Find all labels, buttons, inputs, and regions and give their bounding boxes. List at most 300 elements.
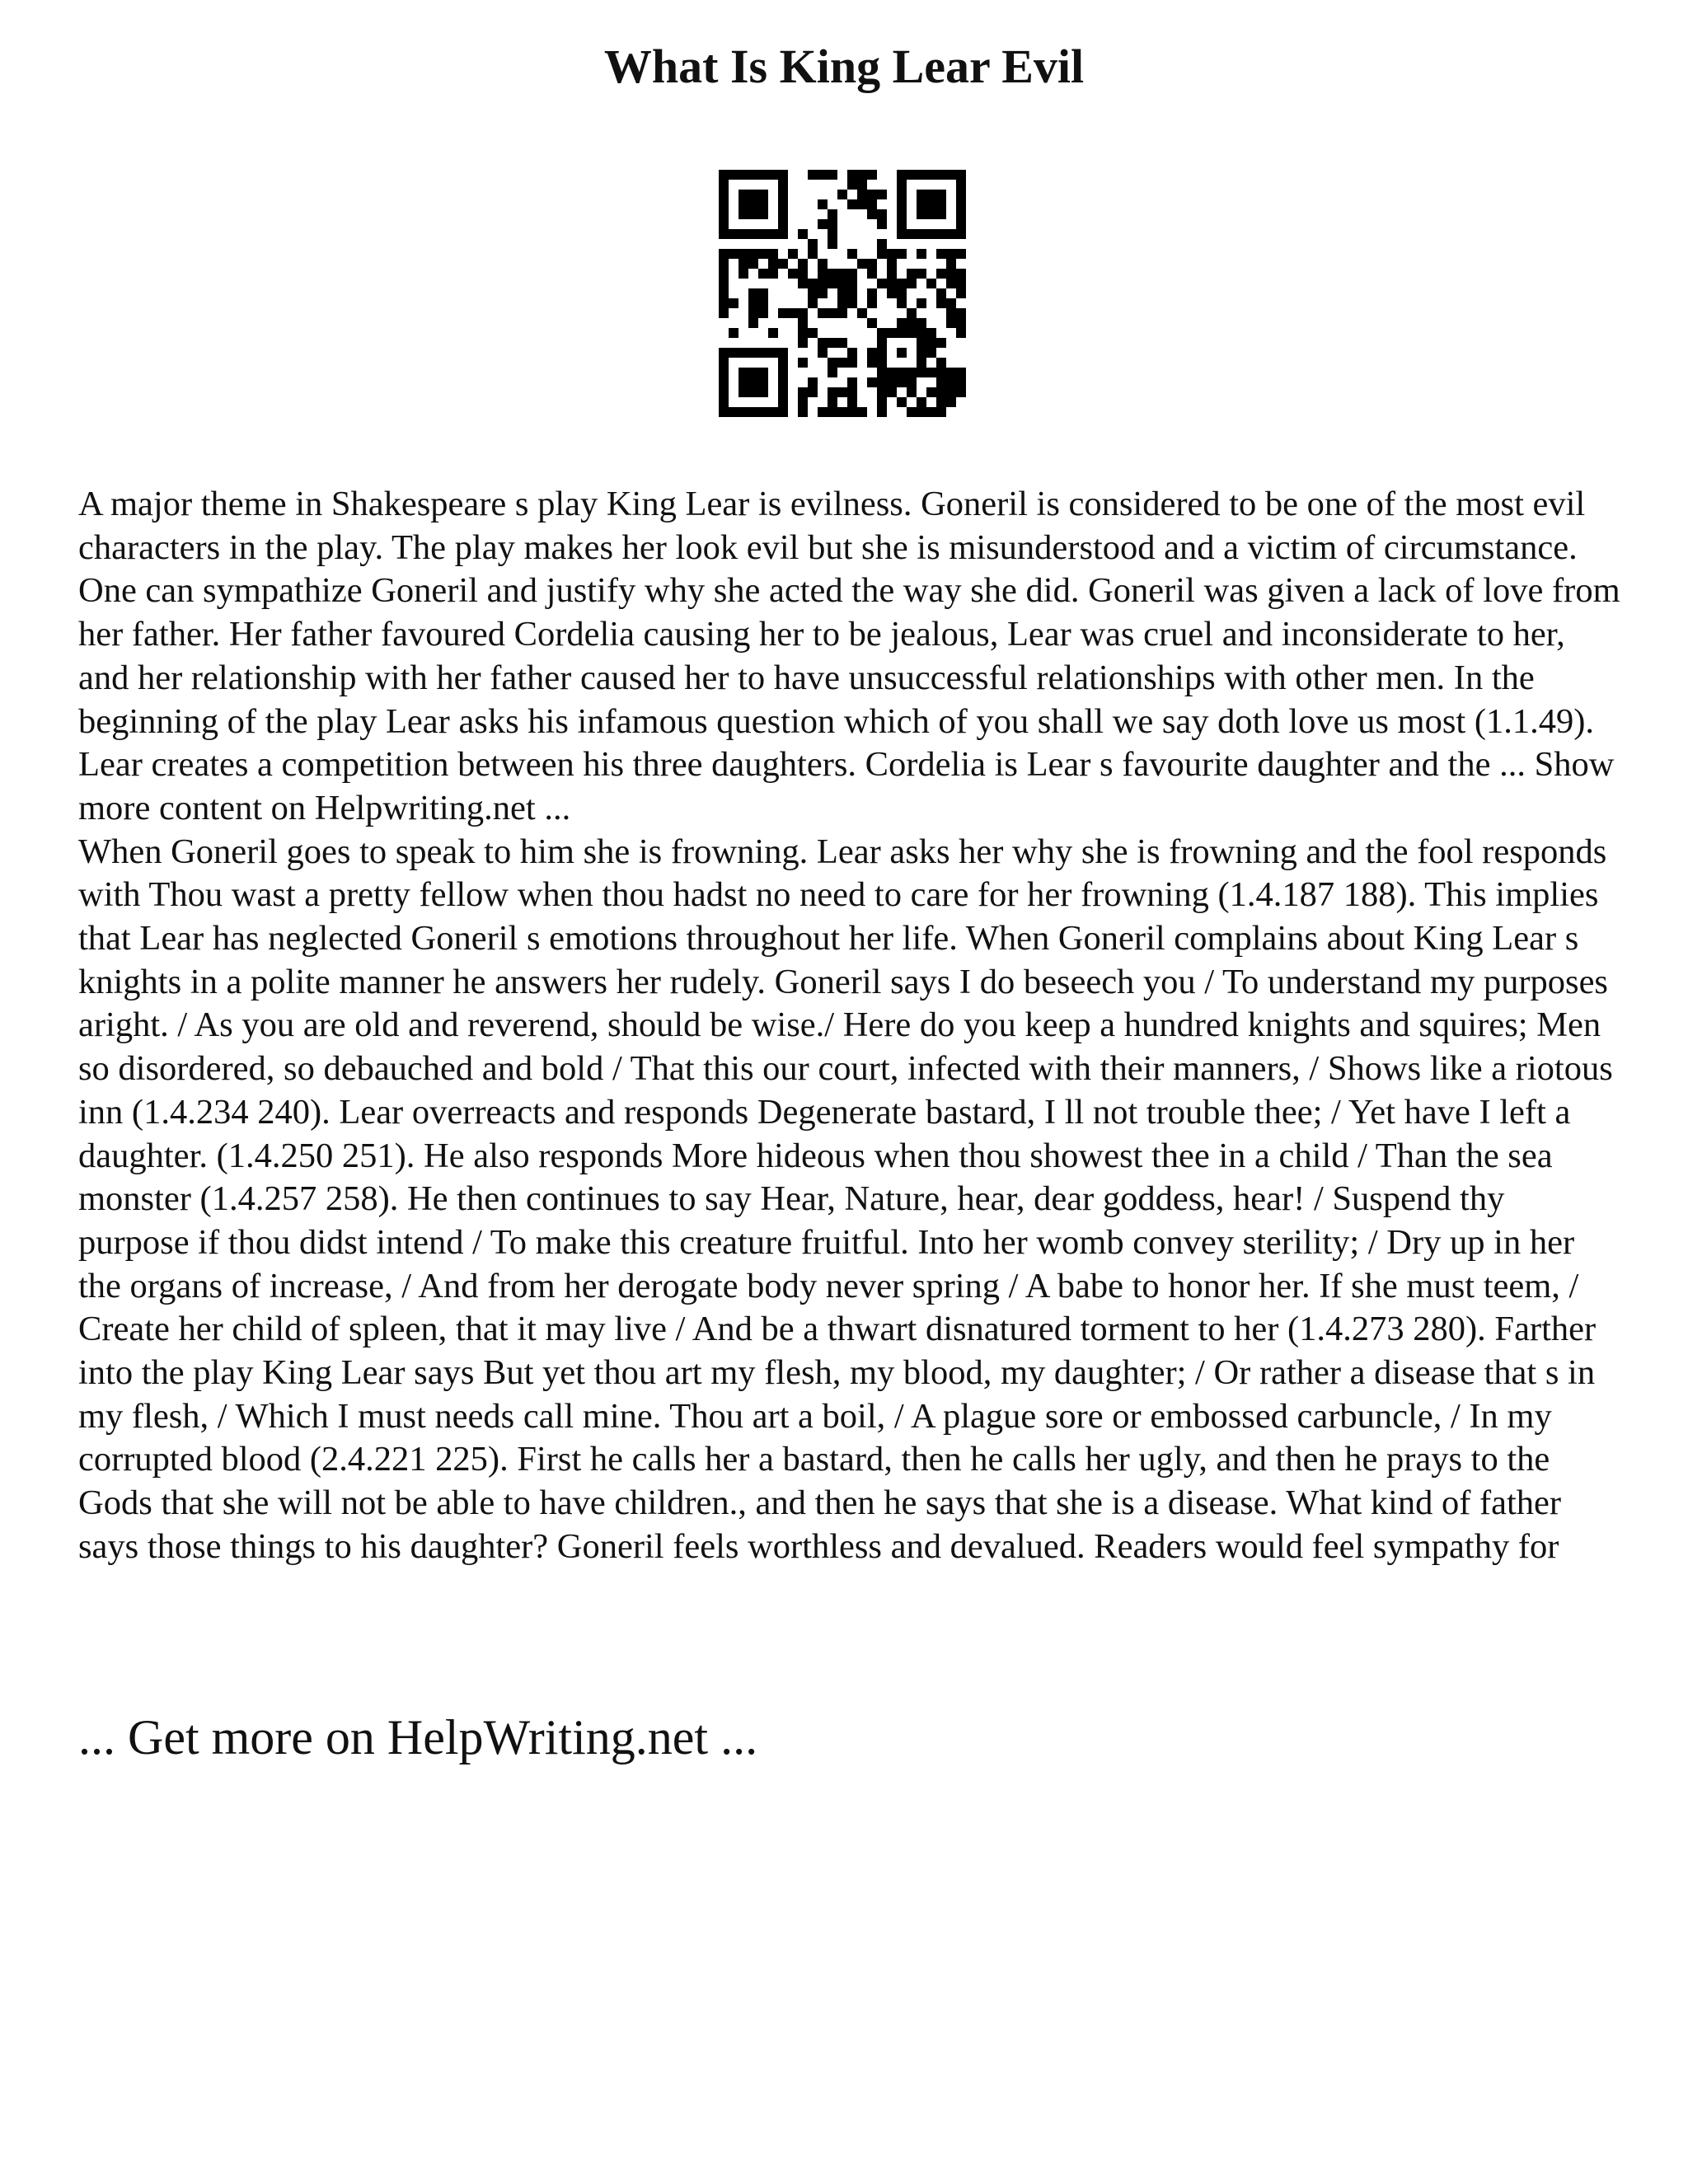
qr-module: [926, 199, 936, 209]
qr-module: [926, 229, 936, 239]
qr-module: [877, 377, 887, 387]
qr-module: [738, 249, 748, 259]
qr-module: [857, 190, 867, 199]
qr-module: [748, 249, 758, 259]
qr-module: [828, 338, 837, 348]
qr-module: [808, 288, 818, 298]
qr-module: [936, 377, 946, 387]
qr-module: [847, 199, 857, 209]
qr-module: [847, 170, 857, 180]
qr-module: [738, 269, 748, 279]
qr-module: [758, 229, 768, 239]
qr-module: [946, 397, 956, 407]
qr-module: [778, 397, 788, 407]
qr-module: [926, 190, 936, 199]
qr-module: [956, 377, 966, 387]
qr-module: [719, 348, 729, 358]
qr-module: [837, 308, 847, 318]
qr-module: [926, 170, 936, 180]
qr-module: [808, 170, 818, 180]
qr-module: [956, 308, 966, 318]
qr-module: [798, 229, 808, 239]
qr-module: [867, 348, 877, 358]
qr-module: [946, 308, 956, 318]
qr-module: [897, 377, 907, 387]
qr-module: [758, 308, 768, 318]
article-body: [78, 483, 1621, 1569]
qr-module: [907, 229, 917, 239]
qr-module: [936, 249, 946, 259]
qr-module: [758, 209, 768, 219]
qr-module: [768, 229, 778, 239]
qr-module: [719, 308, 729, 318]
qr-module: [828, 239, 837, 249]
qr-module: [907, 387, 917, 397]
paragraph-intro: A major theme in Shakespeare s play King Lear is evilness. Goneril is considered to be one of the most evil characters in the play. The play makes her look evil but she is misunderstood and a victim of circumstance. One can sympathize Goneril and justify why she acted the way she did. Goneril was given a lack of love from her father. Her father favoured Cordelia causing her to be jealous, Lear was cruel and inconsiderate to her, and her relationship with her father caused her to have unsuccessful relationships with other men. In the beginning of the play Lear asks his infamous question which of you shall we say doth love us most (1.1.49). Lear creates a competition between his three daughters. Cordelia is Lear s favourite daughter and the ... Show more content on Helpwriting.net ...: [78, 485, 1620, 827]
qr-module: [738, 348, 748, 358]
qr-module: [758, 249, 768, 259]
qr-module: [936, 190, 946, 199]
qr-module: [837, 298, 847, 308]
qr-module: [738, 229, 748, 239]
qr-module: [748, 387, 758, 397]
qr-module: [837, 279, 847, 288]
qr-module: [768, 269, 778, 279]
qr-module: [877, 368, 887, 377]
qr-module: [818, 259, 828, 269]
qr-module: [719, 170, 729, 180]
qr-module: [857, 170, 867, 180]
qr-module: [808, 387, 818, 397]
qr-module: [748, 308, 758, 318]
qr-module: [936, 288, 946, 298]
qr-module: [808, 328, 818, 338]
qr-module: [907, 368, 917, 377]
qr-module: [828, 229, 837, 239]
qr-module: [738, 190, 748, 199]
qr-module: [917, 269, 926, 279]
qr-module: [897, 199, 907, 209]
qr-module: [887, 328, 897, 338]
qr-module: [748, 318, 758, 328]
qr-module: [719, 288, 729, 298]
qr-module: [917, 229, 926, 239]
qr-module: [936, 298, 946, 308]
qr-module: [917, 328, 926, 338]
qr-module: [956, 328, 966, 338]
qr-module: [897, 249, 907, 259]
qr-module: [778, 259, 788, 269]
qr-module: [729, 249, 738, 259]
qr-module: [837, 288, 847, 298]
qr-module: [897, 397, 907, 407]
qr-module: [828, 170, 837, 180]
qr-module: [828, 209, 837, 219]
qr-module: [818, 170, 828, 180]
qr-module: [946, 249, 956, 259]
qr-module: [808, 298, 818, 308]
qr-module: [738, 387, 748, 397]
qr-module: [867, 199, 877, 209]
qr-module: [867, 288, 877, 298]
qr-module: [867, 377, 877, 387]
qr-module: [778, 190, 788, 199]
get-more-link[interactable]: ... Get more on HelpWriting.net ...: [78, 1710, 758, 1765]
qr-module: [778, 229, 788, 239]
qr-module: [738, 170, 748, 180]
qr-module: [926, 209, 936, 219]
qr-module: [956, 180, 966, 190]
qr-module: [936, 407, 946, 417]
qr-module: [788, 249, 798, 259]
qr-module: [867, 269, 877, 279]
qr-module: [887, 387, 897, 397]
qr-module: [887, 269, 897, 279]
qr-module: [847, 249, 857, 259]
qr-module: [758, 298, 768, 308]
qr-module: [798, 338, 808, 348]
qr-module: [887, 259, 897, 269]
qr-module: [887, 368, 897, 377]
qr-module: [897, 318, 907, 328]
qr-module: [956, 209, 966, 219]
qr-module: [748, 190, 758, 199]
qr-module: [867, 190, 877, 199]
qr-module: [729, 298, 738, 308]
qr-module: [758, 368, 768, 377]
qr-module: [917, 348, 926, 358]
qr-module: [719, 249, 729, 259]
qr-module: [857, 407, 867, 417]
qr-module: [956, 269, 966, 279]
qr-module: [897, 328, 907, 338]
qr-module: [778, 209, 788, 219]
qr-module: [926, 348, 936, 358]
qr-module: [887, 377, 897, 387]
qr-module: [837, 407, 847, 417]
qr-module: [877, 348, 887, 358]
qr-module: [748, 298, 758, 308]
qr-module: [748, 368, 758, 377]
qr-code-icon[interactable]: [719, 170, 966, 417]
qr-module: [847, 348, 857, 358]
qr-module: [907, 170, 917, 180]
qr-module: [956, 199, 966, 209]
qr-module: [907, 328, 917, 338]
qr-module: [917, 170, 926, 180]
qr-module: [867, 209, 877, 219]
qr-module: [828, 279, 837, 288]
qr-module: [956, 170, 966, 180]
qr-module: [818, 269, 828, 279]
qr-module: [926, 279, 936, 288]
qr-module: [778, 170, 788, 180]
qr-module: [877, 338, 887, 348]
qr-module: [818, 199, 828, 209]
qr-module: [877, 209, 887, 219]
qr-module: [887, 279, 897, 288]
qr-module: [936, 269, 946, 279]
qr-module: [738, 377, 748, 387]
qr-module: [936, 209, 946, 219]
qr-module: [719, 387, 729, 397]
qr-module: [719, 368, 729, 377]
qr-module: [837, 338, 847, 348]
qr-module: [778, 199, 788, 209]
qr-module: [758, 190, 768, 199]
qr-module: [946, 387, 956, 397]
qr-module: [719, 209, 729, 219]
qr-module: [719, 259, 729, 269]
qr-module: [946, 269, 956, 279]
qr-module: [818, 288, 828, 298]
qr-module: [936, 358, 946, 368]
qr-module: [719, 269, 729, 279]
qr-module: [818, 338, 828, 348]
qr-module: [738, 368, 748, 377]
qr-module: [748, 209, 758, 219]
qr-module: [936, 397, 946, 407]
qr-module: [956, 219, 966, 229]
qr-module: [798, 328, 808, 338]
qr-module: [798, 397, 808, 407]
qr-module: [738, 199, 748, 209]
qr-module: [897, 279, 907, 288]
qr-module: [778, 308, 788, 318]
qr-module: [808, 249, 818, 259]
qr-module: [946, 259, 956, 269]
qr-module: [857, 308, 867, 318]
qr-module: [857, 180, 867, 190]
qr-module: [758, 199, 768, 209]
qr-module: [748, 199, 758, 209]
qr-module: [748, 377, 758, 387]
qr-module: [837, 269, 847, 279]
qr-module: [798, 308, 808, 318]
qr-module: [867, 298, 877, 308]
qr-module: [808, 239, 818, 249]
qr-module: [877, 328, 887, 338]
qr-module: [897, 368, 907, 377]
qr-module: [818, 348, 828, 358]
qr-module: [758, 170, 768, 180]
qr-module: [936, 368, 946, 377]
qr-module: [847, 377, 857, 387]
qr-module: [897, 170, 907, 180]
qr-module: [719, 199, 729, 209]
qr-module: [847, 387, 857, 397]
qr-module: [917, 209, 926, 219]
qr-module: [758, 348, 768, 358]
qr-module: [719, 219, 729, 229]
qr-module: [877, 219, 887, 229]
qr-module: [748, 170, 758, 180]
qr-module: [936, 387, 946, 397]
qr-module: [857, 199, 867, 209]
qr-module: [758, 407, 768, 417]
qr-module: [956, 249, 966, 259]
qr-module: [768, 170, 778, 180]
qr-module: [788, 308, 798, 318]
qr-module: [758, 269, 768, 279]
qr-module: [897, 298, 907, 308]
qr-module: [837, 387, 847, 397]
qr-module: [798, 279, 808, 288]
qr-module: [837, 358, 847, 368]
qr-module: [798, 407, 808, 417]
qr-module: [926, 368, 936, 377]
qr-module: [897, 348, 907, 358]
qr-module: [897, 288, 907, 298]
qr-module: [719, 377, 729, 387]
qr-module: [917, 199, 926, 209]
qr-module: [867, 170, 877, 180]
qr-module: [738, 407, 748, 417]
qr-module: [778, 377, 788, 387]
qr-module: [946, 298, 956, 308]
qr-module: [917, 338, 926, 348]
qr-module: [907, 269, 917, 279]
qr-module: [877, 279, 887, 288]
qr-module: [847, 279, 857, 288]
qr-module: [917, 298, 926, 308]
qr-module: [926, 407, 936, 417]
qr-module: [719, 190, 729, 199]
qr-module: [926, 328, 936, 338]
qr-module: [917, 407, 926, 417]
qr-code-graphic: [719, 170, 966, 417]
qr-module: [828, 269, 837, 279]
qr-module: [877, 358, 887, 368]
qr-module: [917, 368, 926, 377]
qr-module: [897, 190, 907, 199]
qr-module: [808, 377, 818, 387]
qr-module: [946, 279, 956, 288]
qr-module: [828, 407, 837, 417]
qr-module: [946, 229, 956, 239]
qr-module: [778, 180, 788, 190]
qr-module: [798, 318, 808, 328]
qr-module: [877, 397, 887, 407]
qr-module: [778, 219, 788, 229]
qr-module: [828, 368, 837, 377]
qr-module: [917, 318, 926, 328]
qr-module: [748, 229, 758, 239]
qr-module: [907, 377, 917, 387]
qr-module: [748, 407, 758, 417]
qr-module: [828, 308, 837, 318]
qr-module: [738, 259, 748, 269]
qr-module: [748, 259, 758, 269]
qr-module: [877, 387, 887, 397]
qr-module: [877, 239, 887, 249]
qr-module: [847, 407, 857, 417]
qr-module: [719, 180, 729, 190]
qr-module: [778, 348, 788, 358]
qr-module: [729, 328, 738, 338]
qr-module: [936, 199, 946, 209]
qr-module: [719, 397, 729, 407]
qr-module: [867, 358, 877, 368]
qr-module: [847, 288, 857, 298]
qr-module: [956, 190, 966, 199]
qr-module: [828, 387, 837, 397]
qr-module: [768, 259, 778, 269]
qr-module: [798, 358, 808, 368]
qr-module: [946, 170, 956, 180]
qr-module: [748, 288, 758, 298]
qr-module: [729, 407, 738, 417]
qr-module: [907, 318, 917, 328]
qr-module: [936, 170, 946, 180]
qr-module: [778, 387, 788, 397]
qr-module: [818, 219, 828, 229]
qr-module: [719, 298, 729, 308]
qr-module: [847, 397, 857, 407]
qr-module: [768, 348, 778, 358]
qr-module: [897, 229, 907, 239]
paragraph-main: When Goneril goes to speak to him she is frowning. Lear asks her why she is frowning and the fool responds with Thou wast a pretty fellow when thou hadst no need to care for her frowning (1.4.187 188). This implies that Lear has neglected Goneril s emotions throughout her life. When Goneril complains about King Lear s knights in a polite manner he answers her rudely. Goneril says I do beseech you / To understand my purposes aright. / As you are old and reverend, should be wise./ Here do you keep a hundred knights and squires; Men so disordered, so debauched and bold / That this our court, infected with their manners, / Shows like a riotous inn (1.4.234 240). Lear overreacts and responds Degenerate bastard, I ll not trouble thee; / Yet have I left a daughter. (1.4.250 251). He also responds More hideous when thou showest thee in a child / Than the sea monster (1.4.257 258). He then continues to say Hear, Nature, hear, dear goddess, hear! / Suspend thy purpose if thou didst intend / To make this creature fruitful. Into her womb convey sterility; / Dry up in her the organs of increase, / And from her derogate body never spring / A babe to honor her. If she must teem, / Create her child of spleen, that it may live / And be a thwart disnatured torment to her (1.4.273 280). Farther into the play King Lear says But yet thou art my flesh, my blood, my daughter; / Or rather a disease that s in my flesh, / Which I must needs call mine. Thou art a boil, / A plague sore or embossed carbuncle, / In my corrupted blood (2.4.221 225). First he calls her a bastard, then he calls her ugly, and then he prays to the Gods that she will not be able to have children., and then he says that she is a disease. What kind of father says those things to his daughter? Goneril feels worthless and devalued. Readers would feel sympathy for: [78, 832, 1613, 1566]
qr-module: [818, 308, 828, 318]
qr-module: [719, 279, 729, 288]
qr-module: [936, 338, 946, 348]
qr-module: [798, 269, 808, 279]
qr-module: [729, 229, 738, 239]
qr-module: [956, 318, 966, 328]
qr-module: [887, 288, 897, 298]
qr-module: [847, 298, 857, 308]
qr-module: [956, 368, 966, 377]
qr-module: [738, 209, 748, 219]
qr-module: [956, 288, 966, 298]
qr-module: [867, 318, 877, 328]
qr-module: [798, 259, 808, 269]
qr-module: [867, 259, 877, 269]
qr-module: [907, 308, 917, 318]
qr-module: [926, 387, 936, 397]
qr-module: [887, 249, 897, 259]
qr-module: [956, 229, 966, 239]
qr-module: [877, 190, 887, 199]
qr-module: [758, 377, 768, 387]
qr-module: [936, 229, 946, 239]
qr-module: [828, 358, 837, 368]
qr-module: [956, 387, 966, 397]
qr-module: [926, 338, 936, 348]
qr-module: [778, 368, 788, 377]
qr-module: [917, 397, 926, 407]
qr-module: [946, 368, 956, 377]
qr-module: [847, 180, 857, 190]
page-title: What Is King Lear Evil: [603, 40, 1085, 93]
qr-module: [719, 407, 729, 417]
qr-module: [719, 358, 729, 368]
qr-module: [768, 249, 778, 259]
qr-module: [729, 170, 738, 180]
qr-module: [946, 377, 956, 387]
qr-module: [729, 348, 738, 358]
qr-module: [956, 279, 966, 288]
qr-module: [748, 348, 758, 358]
qr-module: [768, 407, 778, 417]
qr-module: [828, 397, 837, 407]
qr-module: [818, 407, 828, 417]
qr-module: [828, 219, 837, 229]
qr-module: [818, 279, 828, 288]
qr-module: [897, 209, 907, 219]
qr-module: [917, 190, 926, 199]
qr-module: [907, 279, 917, 288]
